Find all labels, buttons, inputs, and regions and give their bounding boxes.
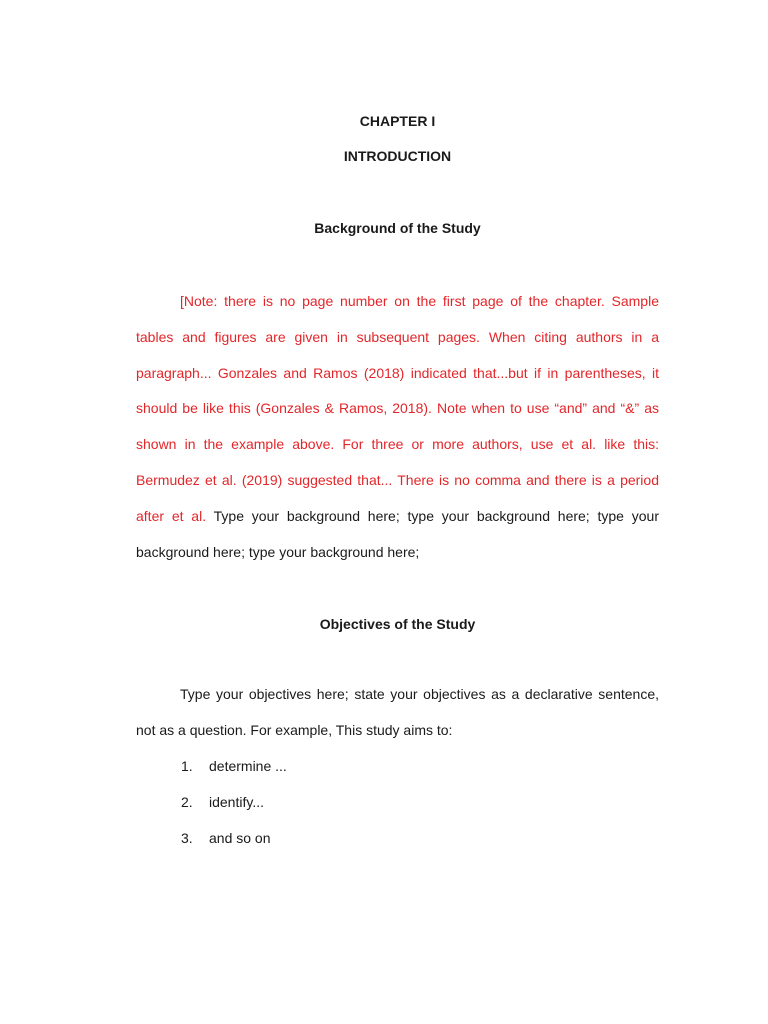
list-item-text: and so on [209, 829, 271, 846]
list-item [136, 749, 659, 785]
background-paragraph [136, 284, 659, 570]
objectives-heading: Objectives of the Study [319, 616, 476, 632]
list-item-text: identify... [209, 793, 264, 810]
objectives-paragraph [136, 677, 659, 749]
list-item-number: 1. [181, 758, 193, 774]
objectives-list [136, 749, 659, 856]
list-item-number: 2. [181, 793, 193, 810]
chapter-title: INTRODUCTION [343, 148, 452, 164]
background-body-text: Type your background here; type your background here; type your background here; type your background here; [136, 507, 659, 560]
list-item [136, 821, 659, 857]
author-note-text: [Note: there is no page number on the first page of the chapter. Sample tables and figures are given in subsequent pages. When citing authors in a paragraph... Gonzales and Ramos (2018) indicated that...but if in parentheses, it should be like this (Gonzales & Ramos, 2018). Note when to use “and” and “&” as shown in the example above. For three or more authors, use et al. like this: Bermudez et al. (2019) suggested that... There is no comma and there is a period after et al. [136, 293, 659, 524]
background-heading: Background of the Study [314, 220, 481, 236]
list-item-number: 3. [181, 829, 193, 846]
objectives-intro-text: Type your objectives here; state your objectives as a declarative sentence, not as a question. For example, This study aims to: [136, 686, 659, 738]
list-item [136, 785, 659, 821]
chapter-label: CHAPTER I [359, 113, 436, 129]
list-item-text: determine ... [209, 758, 287, 774]
